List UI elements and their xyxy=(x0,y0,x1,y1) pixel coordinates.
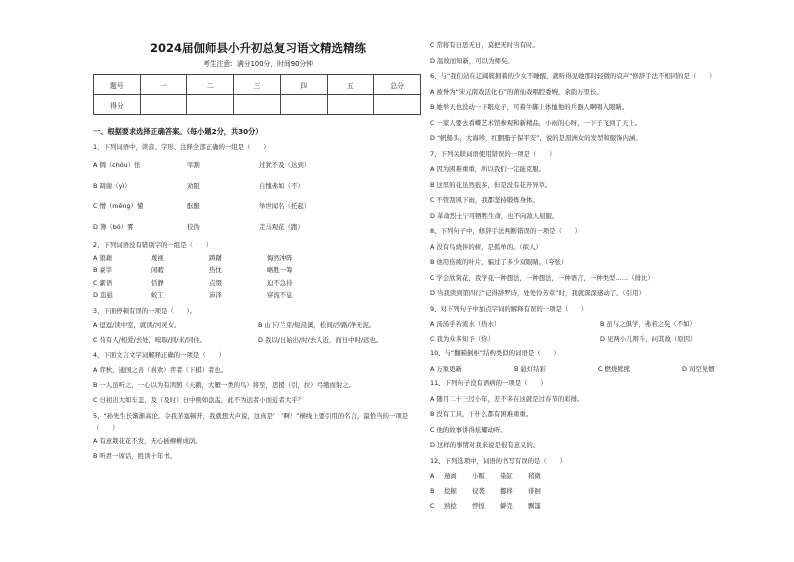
option-cell: 略胜一筹 xyxy=(267,266,293,275)
option-row xyxy=(93,277,423,290)
score-header-cell: 二 xyxy=(187,75,234,95)
option-cell: A 万象更新 xyxy=(430,364,462,373)
option-line: A 弈秋，通国之善（喜欢）弈者（下棋）者也。 xyxy=(93,365,228,374)
score-table-header-row xyxy=(94,75,421,95)
option-cell: A 狼藉 xyxy=(93,253,113,262)
question-stem: 5、“孙先生长渐渐高论，令我茅塞顿开，我就想大声说，这真是‘ ’啊！”横线上要引用的名言，最恰当的一项是（ ） xyxy=(93,411,409,432)
option-cell: 宰割 xyxy=(187,161,200,169)
option-cell: 蔑视 xyxy=(151,253,164,262)
option-line: D 这样的事情对我来说是很有意义的。 xyxy=(430,441,540,450)
option-letter: A xyxy=(430,472,435,481)
option-line: A 没有鸟烧伴的树，是孤单的。（拟人） xyxy=(430,242,542,251)
option-cell: 蛟工 xyxy=(151,291,164,300)
page-title: 2024届伽师县小升初总复习语文精选精练 xyxy=(149,41,366,55)
option-word: 熟稔 xyxy=(444,501,457,510)
score-header-cell: 总分 xyxy=(374,75,421,95)
option-cell: 酝酿 xyxy=(187,202,200,210)
option-cell: D 司空见惯 xyxy=(682,364,715,373)
option-word: 稍微 xyxy=(528,472,541,481)
option-word: 徘徊 xyxy=(528,487,541,496)
score-header-cell: 三 xyxy=(234,75,281,95)
left-column xyxy=(93,36,423,464)
option-cell: 过犹不及（达到） xyxy=(259,161,311,169)
option-row xyxy=(430,484,770,499)
option-line: D 当我读到第四行“记得辞罗诗，处处怜芳草”时，我就深深感动了。（引用） xyxy=(430,289,645,297)
question-stem: 2、下列词语没有错别字的一组是（ ） xyxy=(93,241,213,249)
option-cell: D 恣悬 xyxy=(93,291,113,300)
question-stem: 11、下列句子没有语病的一项是（ ） xyxy=(430,379,547,388)
option-cell: D 簿（bó）雾 xyxy=(93,222,134,231)
option-row xyxy=(93,264,423,277)
option-row xyxy=(93,252,423,265)
score-header-cell: 一 xyxy=(140,75,187,95)
option-word: 遁离 xyxy=(444,472,457,481)
option-cell: C 燃烧熊熊 xyxy=(598,364,631,373)
option-cell: A 汤汤乎若流水（热水） xyxy=(430,320,501,328)
score-cell xyxy=(327,95,374,115)
option-row xyxy=(93,176,423,197)
option-letter: B xyxy=(430,487,435,496)
question-stem: 8、下列句子中，修辞手法判断错误的一项是（ ） xyxy=(430,227,582,235)
option-cell: 穿流不息 xyxy=(267,291,293,300)
option-line: B 这里的花虽然很多，但是没有花开异草。 xyxy=(430,180,552,189)
option-cell: C 苟有人/相爱/去处，嗅取/到/来/同住。 xyxy=(93,335,207,344)
option-cell: B 虽与之俱学，弗若之矣（不如） xyxy=(600,320,696,328)
option-cell: A 惆（chóu）怅 xyxy=(93,161,141,169)
option-cell: 点缀 xyxy=(209,278,222,287)
option-word: 小贩 xyxy=(472,472,485,481)
option-cell: 闲暇 xyxy=(151,266,164,275)
question-stem: 6、与“我们站在辽阔簇拥着的少女不睡醒，就听得见她那时轻微的哀声”修辞手法不相同的是（ ） xyxy=(430,72,716,80)
option-line: B 她举天也没动一下眼皮子，可着牛脚上体恤他的兵器人啊唱入眼睛。 xyxy=(430,103,629,111)
option-row xyxy=(93,196,423,217)
score-cell xyxy=(140,95,187,115)
option-row xyxy=(430,317,770,332)
option-cell: A 逗逗/读中室，就读/河灵女。 xyxy=(93,320,181,329)
option-cell: 狡伪 xyxy=(187,222,200,231)
option-row xyxy=(93,155,423,176)
option-row xyxy=(430,332,770,347)
score-table-score-row xyxy=(94,95,421,115)
option-line: C 一家人要去看蝶艺术馆参观和新精品，小雨的心呀，一下子飞到了天上。 xyxy=(430,118,641,127)
option-cell: 走马观花（跑） xyxy=(259,222,304,231)
option-line: B 他用伤疲的叶片，骗过了多少双眼睛。（夸张） xyxy=(430,258,568,266)
option-cell: D 见两小儿辩斗，问其故（原因） xyxy=(600,334,697,343)
option-line: A 随月二十三过小年，差不多在这就是过春节的彩排。 xyxy=(430,394,584,403)
option-cell: 自愧弗如（不） xyxy=(259,181,304,190)
option-word: 僻壳 xyxy=(500,501,513,510)
option-word: 飘篷 xyxy=(528,501,541,510)
option-word: 染缸 xyxy=(500,472,513,481)
question-stem: 12、下列选项中，词语的书写有误的是（ ） xyxy=(430,456,566,465)
option-line: C 常将有日思无日，莫把无时当有时。 xyxy=(430,41,539,49)
option-line: B 一人虽听之，一心以为有鸿鹄（天鹅，大雁一类的鸟）将至，思援（引，拉）弓缴而射之。 xyxy=(93,380,356,389)
option-letter: C xyxy=(430,501,435,510)
option-cell: 举世闻名（托起） xyxy=(259,202,311,210)
question-stem: 3、下面停顿有误的一项是（ ）。 xyxy=(93,306,197,315)
score-cell xyxy=(234,95,281,115)
option-cell: C 懵（měng）懂 xyxy=(93,202,144,210)
option-cell: 恬静 xyxy=(151,278,164,287)
option-row xyxy=(93,318,423,333)
option-cell: 迫不急待 xyxy=(267,278,293,287)
option-row xyxy=(430,469,770,484)
option-cell: 踌躇 xyxy=(209,253,222,262)
option-word: 挖掘 xyxy=(444,487,457,496)
question-stem: 10、与“翻箱倒柜”结构类似的词语是（ ） xyxy=(430,349,560,358)
question-stem: 4、下面文言文字词解释正确的一项是（ ） xyxy=(93,350,225,359)
option-cell: B 山下/兰芽/短浸溪，松间/沙路/净无泥。 xyxy=(258,320,376,329)
option-row xyxy=(430,362,770,377)
option-word: 侵袭 xyxy=(472,487,485,496)
option-cell: B 凋谢（yì） xyxy=(93,181,131,190)
question-stem: 7、下列关联词语使用错误的一项是（ ） xyxy=(430,149,556,158)
option-row xyxy=(430,499,770,514)
option-row xyxy=(93,289,423,302)
option-cell: B 豪宰 xyxy=(93,266,113,275)
option-row xyxy=(93,217,423,238)
option-line: C 不管刮风下雨，我都坚持锻炼身体。 xyxy=(430,196,539,204)
option-line: B 听君一席话，胜读十年书。 xyxy=(93,451,177,460)
option-cell: 悔然冲阵 xyxy=(267,253,293,262)
right-column xyxy=(430,36,770,514)
option-cell: B 悬灯结彩 xyxy=(514,364,546,373)
exam-notice: 考生注意：满分100分，时间90分钟 xyxy=(203,60,313,68)
option-line: D 革命烈士宁可牺牲生命，也不向敌人屈服。 xyxy=(430,211,559,220)
option-word: 挪移 xyxy=(500,487,513,496)
option-line: A 被誉为“宋元南戏活化石”的莆仙戏唱腔委婉，余韵万里长。 xyxy=(430,87,603,96)
question-stem: 1、下列词语中，读音、字形、注释全部正确的一组是（ ） xyxy=(93,143,270,151)
option-cell: 劝阻 xyxy=(187,181,200,190)
option-cell: D 我以/日始出/时/去人近，而日中时/远也。 xyxy=(258,335,383,344)
score-table xyxy=(93,74,421,115)
score-row-label: 得分 xyxy=(94,95,141,115)
option-cell: C 我为众多知予（你） xyxy=(430,334,495,343)
score-cell xyxy=(374,95,421,115)
option-cell: 热忱 xyxy=(209,266,222,275)
score-cell xyxy=(280,95,327,115)
option-cell: C 絮语 xyxy=(93,278,113,287)
option-line: A 因为困难重重，所以我们一定能克服。 xyxy=(430,165,546,173)
option-line: B 没有工具，干什么都有困难重重。 xyxy=(430,410,533,419)
option-line: A 有意栽花花不发，无心插柳柳成荫。 xyxy=(93,436,202,445)
section-heading: 一、根据要求选择正确答案。（每小题2分，共30分） xyxy=(93,127,263,136)
option-line: D 温故而知新，可以为师矣。 xyxy=(430,56,514,65)
option-cell: 沛泽 xyxy=(209,291,222,300)
option-line: D “帆船头，大海珍，红胭脂子保平安”，说的是湄洲女的发型和服饰内涵。 xyxy=(430,134,642,142)
option-word: 悖惶 xyxy=(472,501,485,510)
question-stem: 9、对下列句子中加点字词的解释有误的一项是（ ） xyxy=(430,304,588,313)
score-header-cell: 五 xyxy=(327,75,374,95)
option-row xyxy=(93,333,423,348)
score-header-cell: 题号 xyxy=(94,75,141,95)
option-line: C 日初出大如车盖，及（及时）日中则如盘盂，此不为远者小而近者大乎？ xyxy=(93,395,304,404)
score-header-cell: 四 xyxy=(280,75,327,95)
score-cell xyxy=(187,95,234,115)
option-line: C 他的故事讲得炫耀动听。 xyxy=(430,425,507,434)
option-line: C 学会欣赏花，我学花一种想法，一种想法，一种语言，一种类型……（排比） xyxy=(430,273,654,282)
